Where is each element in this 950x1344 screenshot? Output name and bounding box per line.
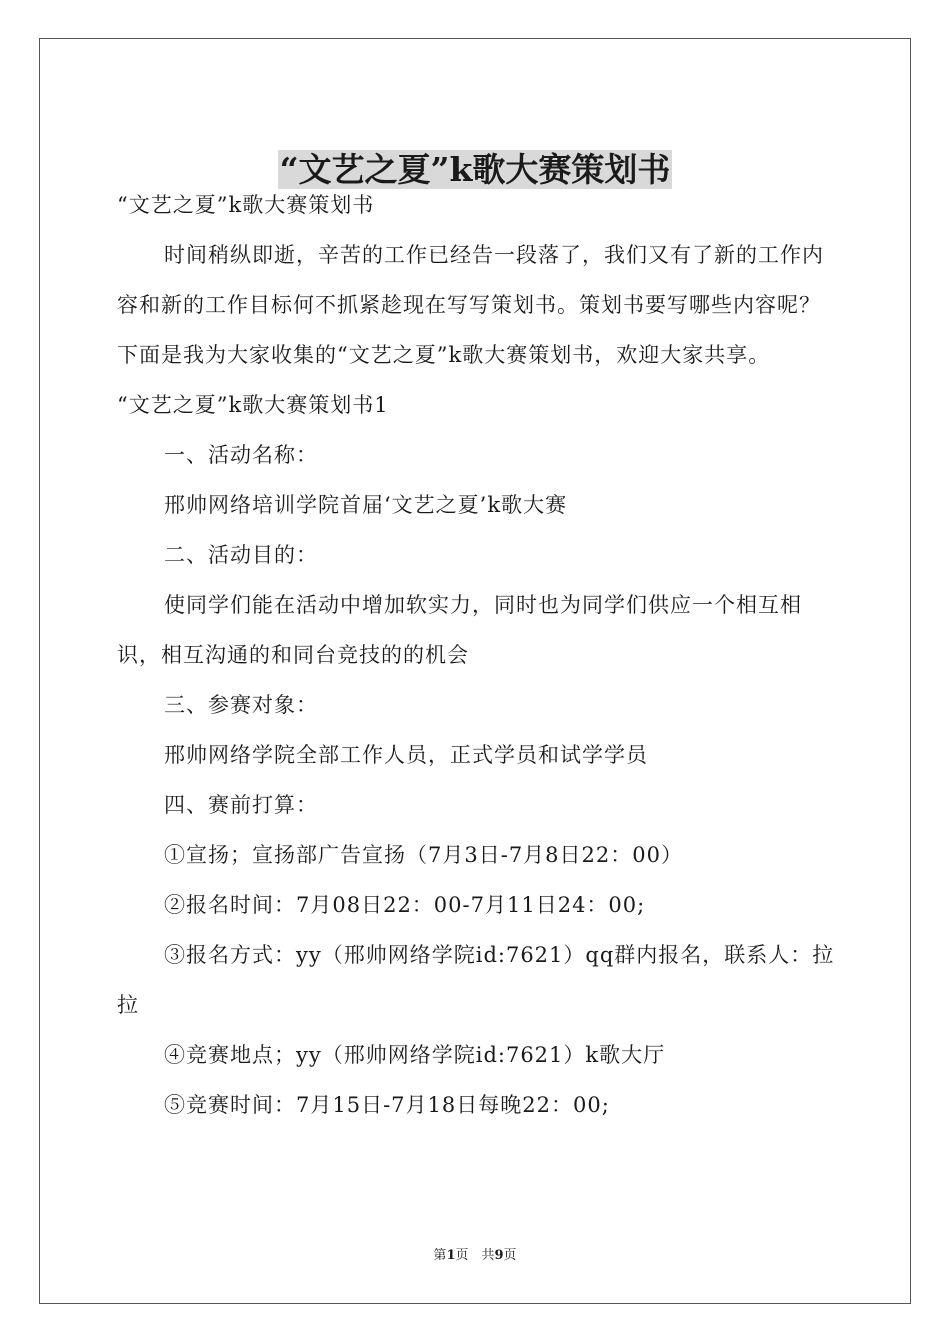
paragraph: “文艺之夏”k歌大赛策划书 <box>117 193 375 217</box>
paragraph: ⑤竞赛时间：7月15日-7月18日每晚22：00; <box>164 1093 610 1117</box>
footer-mid: 页 共 <box>455 1248 495 1263</box>
paragraph: 二、活动目的： <box>164 543 318 567</box>
footer-prefix: 第 <box>433 1248 447 1263</box>
paragraph: 时间稍纵即逝，辛苦的工作已经告一段落了，我们又有了新的工作内容和新的工作目标何不抓紧趁现在写写策划书。策划书要写哪些内容呢？下面是我为大家收集的“文艺之夏”k歌大赛策划书，欢迎大家共享。 <box>117 243 824 367</box>
paragraph: ②报名时间：7月08日22：00-7月11日24：00; <box>164 893 646 917</box>
page-footer <box>0 1247 950 1265</box>
footer-current-page: 1 <box>446 1248 456 1263</box>
paragraph: ④竞赛地点；yy（邢帅网络学院id:7621）k歌大厅 <box>164 1043 666 1067</box>
paragraph: ①宣扬；宣扬部广告宣扬（7月3日-7月8日22：00） <box>164 843 683 867</box>
paragraph: 一、活动名称： <box>164 443 318 467</box>
paragraph: 四、赛前打算： <box>164 793 318 817</box>
footer-suffix: 页 <box>503 1248 517 1263</box>
paragraph: ③报名方式：yy（邢帅网络学院id:7621）qq群内报名，联系人：拉拉 <box>117 943 835 1017</box>
paragraph: 邢帅网络培训学院首届‘文艺之夏’k歌大赛 <box>164 493 568 517</box>
paragraph: 使同学们能在活动中增加软实力，同时也为同学们供应一个相互相识，相互沟通的和同台竞技的的机会 <box>117 593 802 667</box>
footer-total-pages: 9 <box>494 1248 504 1263</box>
document-title-text: “文艺之夏”k歌大赛策划书 <box>279 150 671 190</box>
document-body <box>117 180 837 1130</box>
paragraph: 三、参赛对象： <box>164 693 318 717</box>
paragraph: 邢帅网络学院全部工作人员，正式学员和试学学员 <box>164 743 648 767</box>
paragraph: “文艺之夏”k歌大赛策划书1 <box>117 393 389 417</box>
